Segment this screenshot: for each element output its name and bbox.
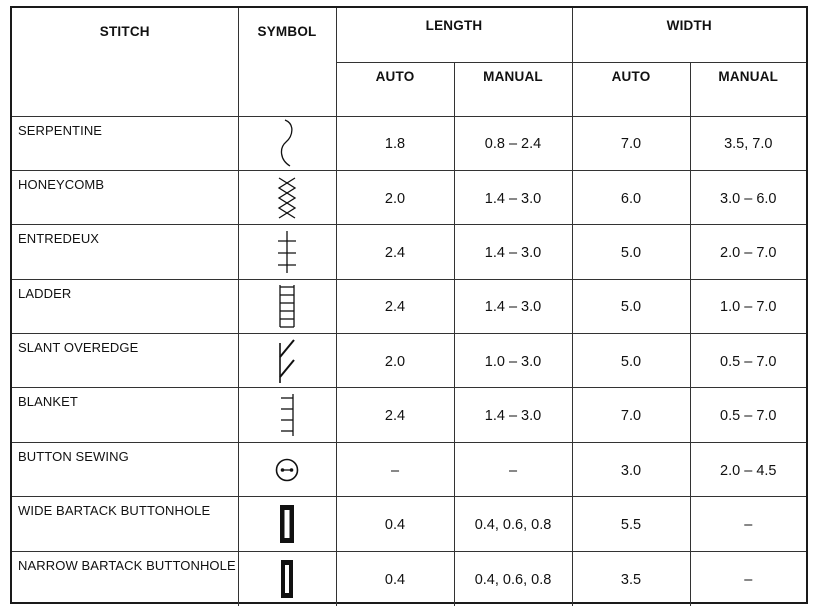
symbol-cell [238,334,336,388]
width-auto-value: 5.0 [572,334,690,388]
table-row [12,116,806,170]
width-auto-value: 3.5 [572,551,690,605]
width-manual-value: 2.0 – 4.5 [690,442,806,496]
length-manual-value: 0.8 – 2.4 [454,116,572,170]
stitch-name: BUTTON SEWING [12,442,238,496]
width-auto-value: 7.0 [572,116,690,170]
entredeux-stitch-icon [239,229,336,275]
table-row [12,551,806,605]
header-length-auto: AUTO [336,62,454,116]
width-auto-value: 6.0 [572,170,690,224]
stitch-name: ENTREDEUX [12,225,238,279]
width-auto-value: 3.0 [572,442,690,496]
header-length-manual: MANUAL [454,62,572,116]
stitch-name: NARROW BARTACK BUTTONHOLE [12,551,238,605]
length-manual-value: 1.4 – 3.0 [454,225,572,279]
blanket-stitch-icon [239,392,336,438]
length-auto-value: 0.4 [336,497,454,551]
symbol-cell [238,170,336,224]
width-manual-value: 2.0 – 7.0 [690,225,806,279]
header-symbol: SYMBOL [238,8,336,116]
symbol-cell [238,388,336,442]
header-stitch: STITCH [12,8,238,116]
header-width: WIDTH [572,8,806,62]
symbol-cell [238,497,336,551]
symbol-cell [238,442,336,496]
table-row [12,442,806,496]
width-auto-value: 7.0 [572,388,690,442]
button-sewing-stitch-icon [239,457,336,483]
table-row [12,279,806,333]
length-auto-value: – [336,442,454,496]
width-manual-value: – [690,497,806,551]
length-auto-value: 2.0 [336,334,454,388]
stitch-name: LADDER [12,279,238,333]
stitch-name: BLANKET [12,388,238,442]
length-auto-value: 0.4 [336,551,454,605]
length-auto-value: 1.8 [336,116,454,170]
width-manual-value: 1.0 – 7.0 [690,279,806,333]
length-manual-value: 1.4 – 3.0 [454,279,572,333]
width-auto-value: 5.0 [572,225,690,279]
width-auto-value: 5.5 [572,497,690,551]
length-auto-value: 2.4 [336,279,454,333]
stitch-name: SLANT OVEREDGE [12,334,238,388]
stitch-table [12,8,806,606]
symbol-cell [238,225,336,279]
stitch-table-frame [10,6,808,604]
width-manual-value: 0.5 – 7.0 [690,334,806,388]
length-auto-value: 2.4 [336,225,454,279]
symbol-cell [238,279,336,333]
length-manual-value: 0.4, 0.6, 0.8 [454,497,572,551]
length-manual-value: 1.4 – 3.0 [454,170,572,224]
slant-overedge-stitch-icon [239,337,336,385]
width-manual-value: 3.5, 7.0 [690,116,806,170]
width-auto-value: 5.0 [572,279,690,333]
header-width-auto: AUTO [572,62,690,116]
narrow-bartack-buttonhole-icon [239,558,336,600]
table-row [12,388,806,442]
length-auto-value: 2.4 [336,388,454,442]
serpentine-stitch-icon [239,118,336,168]
wide-bartack-buttonhole-icon [239,503,336,545]
length-manual-value: 1.0 – 3.0 [454,334,572,388]
symbol-cell [238,551,336,605]
stitch-name: HONEYCOMB [12,170,238,224]
table-row [12,334,806,388]
table-row [12,170,806,224]
header-length: LENGTH [336,8,572,62]
table-row [12,225,806,279]
ladder-stitch-icon [239,283,336,329]
stitch-name: WIDE BARTACK BUTTONHOLE [12,497,238,551]
honeycomb-stitch-icon [239,175,336,221]
length-manual-value: 1.4 – 3.0 [454,388,572,442]
length-auto-value: 2.0 [336,170,454,224]
symbol-cell [238,116,336,170]
length-manual-value: 0.4, 0.6, 0.8 [454,551,572,605]
table-row [12,497,806,551]
width-manual-value: 0.5 – 7.0 [690,388,806,442]
width-manual-value: 3.0 – 6.0 [690,170,806,224]
width-manual-value: – [690,551,806,605]
header-width-manual: MANUAL [690,62,806,116]
stitch-name: SERPENTINE [12,116,238,170]
length-manual-value: – [454,442,572,496]
